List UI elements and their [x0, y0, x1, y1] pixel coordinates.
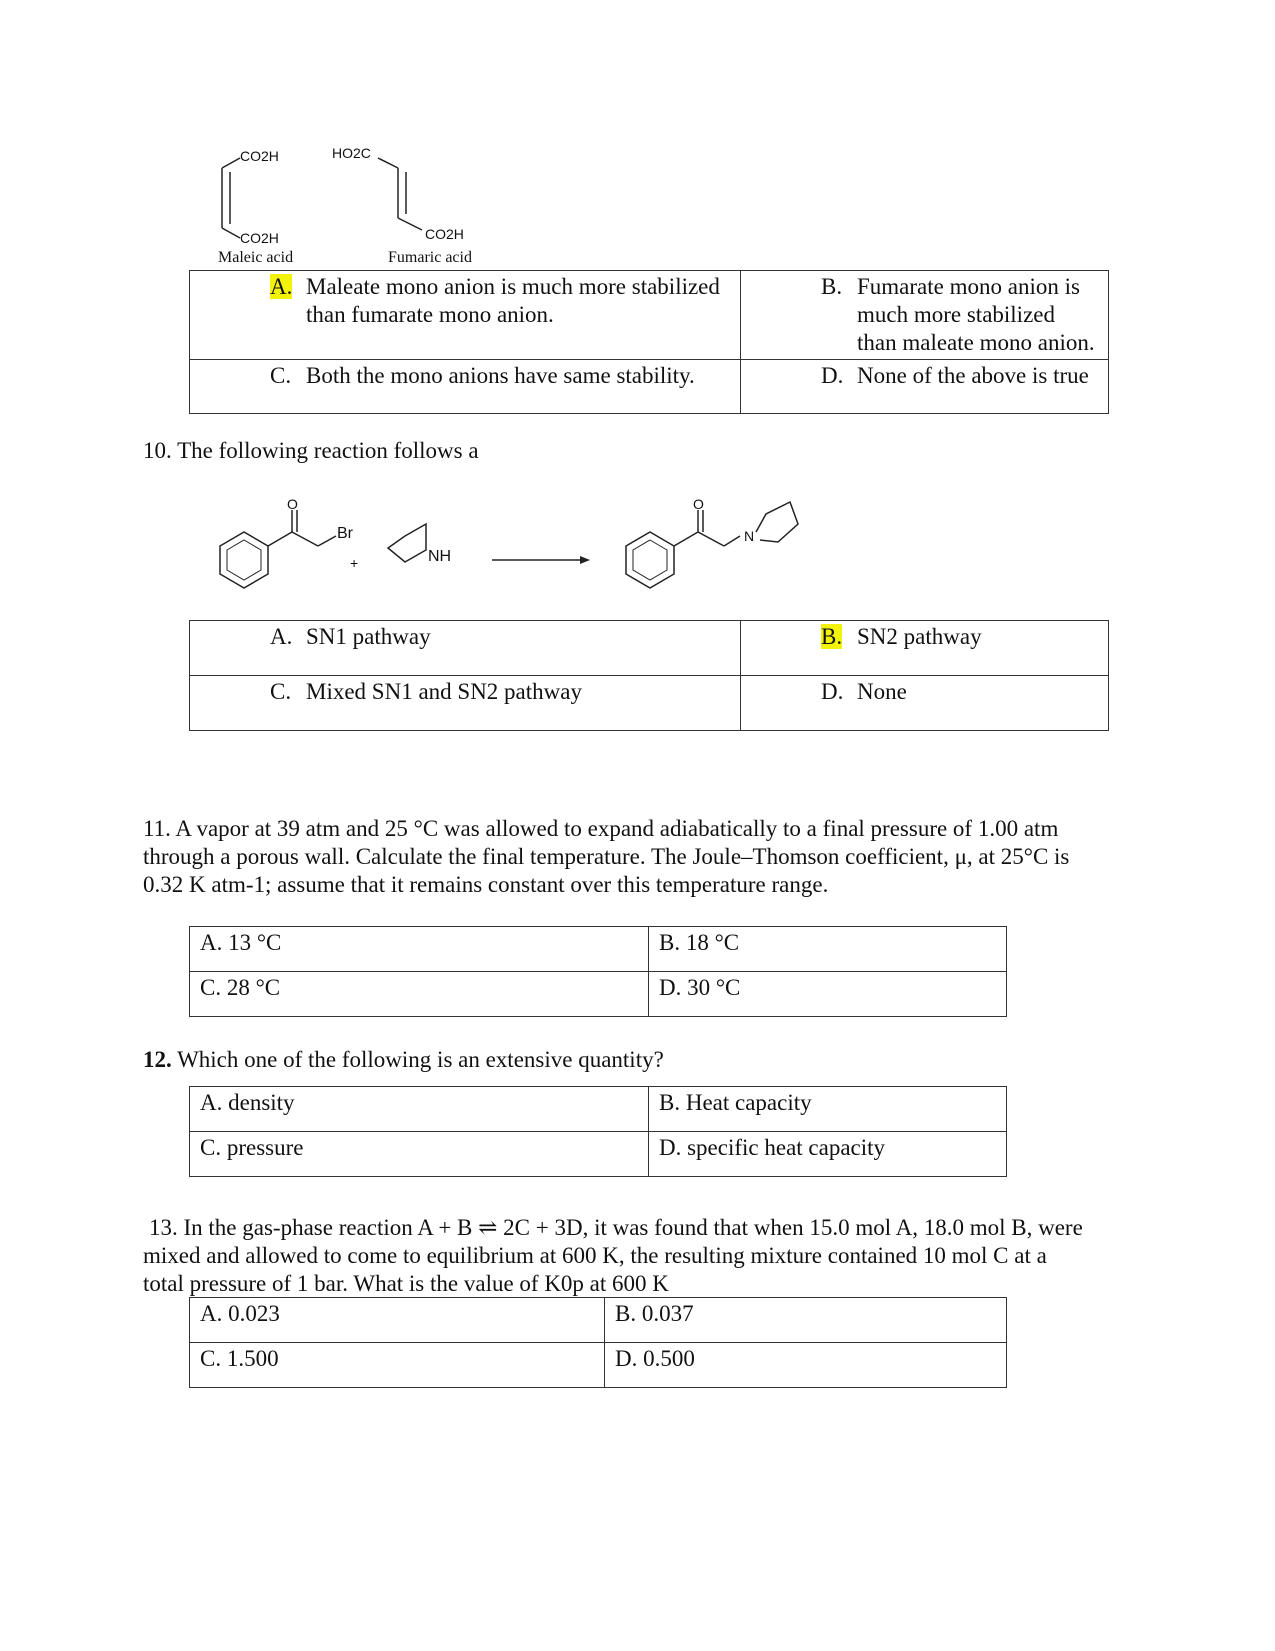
bromine-label: Br	[337, 525, 353, 542]
q12-number: 12.	[143, 1047, 172, 1072]
q11-option-c[interactable]: C. 28 °C	[190, 972, 649, 1017]
q9-option-d-text: None of the above is true	[857, 363, 1089, 388]
q12-option-a[interactable]: A. density	[190, 1087, 649, 1132]
product-oxygen: O	[693, 496, 704, 512]
q13-options-table	[189, 1297, 1007, 1388]
plus-sign: +	[350, 555, 359, 571]
q9-option-a-text: Maleate mono anion is much more stabilized than fumarate mono anion.	[306, 274, 720, 327]
q9-options-table	[189, 270, 1109, 414]
q10-option-d[interactable]	[741, 676, 1109, 731]
q9-option-b-letter: B.	[821, 274, 843, 299]
nh-label: NH	[428, 548, 452, 565]
q9-option-d[interactable]	[741, 360, 1109, 414]
q9-option-a-letter: A.	[270, 274, 293, 299]
q10-option-c-letter: C.	[270, 679, 292, 704]
q9-option-c-letter: C.	[270, 363, 292, 388]
q9-option-d-letter: D.	[821, 363, 844, 388]
q12-option-d[interactable]: D. specific heat capacity	[649, 1132, 1007, 1177]
q10-option-c[interactable]	[190, 676, 741, 731]
maleic-top-group: CO2H	[240, 148, 279, 164]
q10-option-b-letter: B.	[821, 624, 843, 649]
q13-option-a[interactable]: A. 0.023	[190, 1298, 605, 1343]
q11-option-d[interactable]: D. 30 °C	[649, 972, 1007, 1017]
q12-options-table	[189, 1086, 1007, 1177]
q9-option-c-text: Both the mono anions have same stability.	[306, 363, 695, 388]
q13-option-c[interactable]: C. 1.500	[190, 1343, 605, 1388]
q10-options-table	[189, 620, 1109, 731]
product-nitrogen: N	[744, 528, 755, 544]
q10-option-a-letter: A.	[270, 624, 293, 649]
q13-option-d[interactable]: D. 0.500	[605, 1343, 1007, 1388]
q11-option-a[interactable]: A. 13 °C	[190, 927, 649, 972]
fumaric-top-group: HO2C	[332, 145, 371, 161]
q10-question: 10. The following reaction follows a	[143, 438, 479, 463]
q10-option-a[interactable]	[190, 621, 741, 676]
q9-option-c[interactable]	[190, 360, 741, 414]
q10-option-d-text: None	[857, 679, 907, 704]
q11-options-table	[189, 926, 1007, 1017]
fumaric-bottom-group: CO2H	[425, 226, 464, 242]
q13-option-b[interactable]: B. 0.037	[605, 1298, 1007, 1343]
q10-option-a-text: SN1 pathway	[306, 624, 431, 649]
maleic-bottom-group: CO2H	[240, 230, 279, 246]
reactant-oxygen: O	[287, 496, 298, 512]
q10-option-b[interactable]	[741, 621, 1109, 676]
q11-question: 11. A vapor at 39 atm and 25 °C was allowed to expand adiabatically to a final pressure of 1.00 atm through a porous wall. Calculate the final temperature. The Joule–Thomson coefficient, μ, at 25°C is 0.32 K atm-1; assume that it remains constant over this temperature range.	[143, 816, 1070, 897]
q12-option-c[interactable]: C. pressure	[190, 1132, 649, 1177]
maleic-acid-label: Maleic acid	[218, 249, 294, 266]
q12-question	[143, 1046, 664, 1074]
q13-question: 13. In the gas-phase reaction A + B ⇌ 2C + 3D, it was found that when 15.0 mol A, 18.0 mol B, were mixed and allowed to come to equilibrium at 600 K, the resulting mixture contained 10 mol C at a total pressure of 1 bar. What is the value of K0p at 600 K	[143, 1215, 1083, 1296]
q9-option-b[interactable]	[741, 271, 1109, 360]
q12-question-text: Which one of the following is an extensive quantity?	[171, 1047, 664, 1072]
q10-option-d-letter: D.	[821, 679, 844, 704]
q11-option-b[interactable]: B. 18 °C	[649, 927, 1007, 972]
q9-option-a[interactable]	[190, 271, 741, 360]
q9-option-b-text: Fumarate mono anion is much more stabilized than maleate mono anion.	[857, 274, 1095, 355]
q12-option-b[interactable]: B. Heat capacity	[649, 1087, 1007, 1132]
q10-option-c-text: Mixed SN1 and SN2 pathway	[306, 679, 582, 704]
fumaric-acid-label: Fumaric acid	[388, 249, 472, 266]
q10-option-b-text: SN2 pathway	[857, 624, 982, 649]
